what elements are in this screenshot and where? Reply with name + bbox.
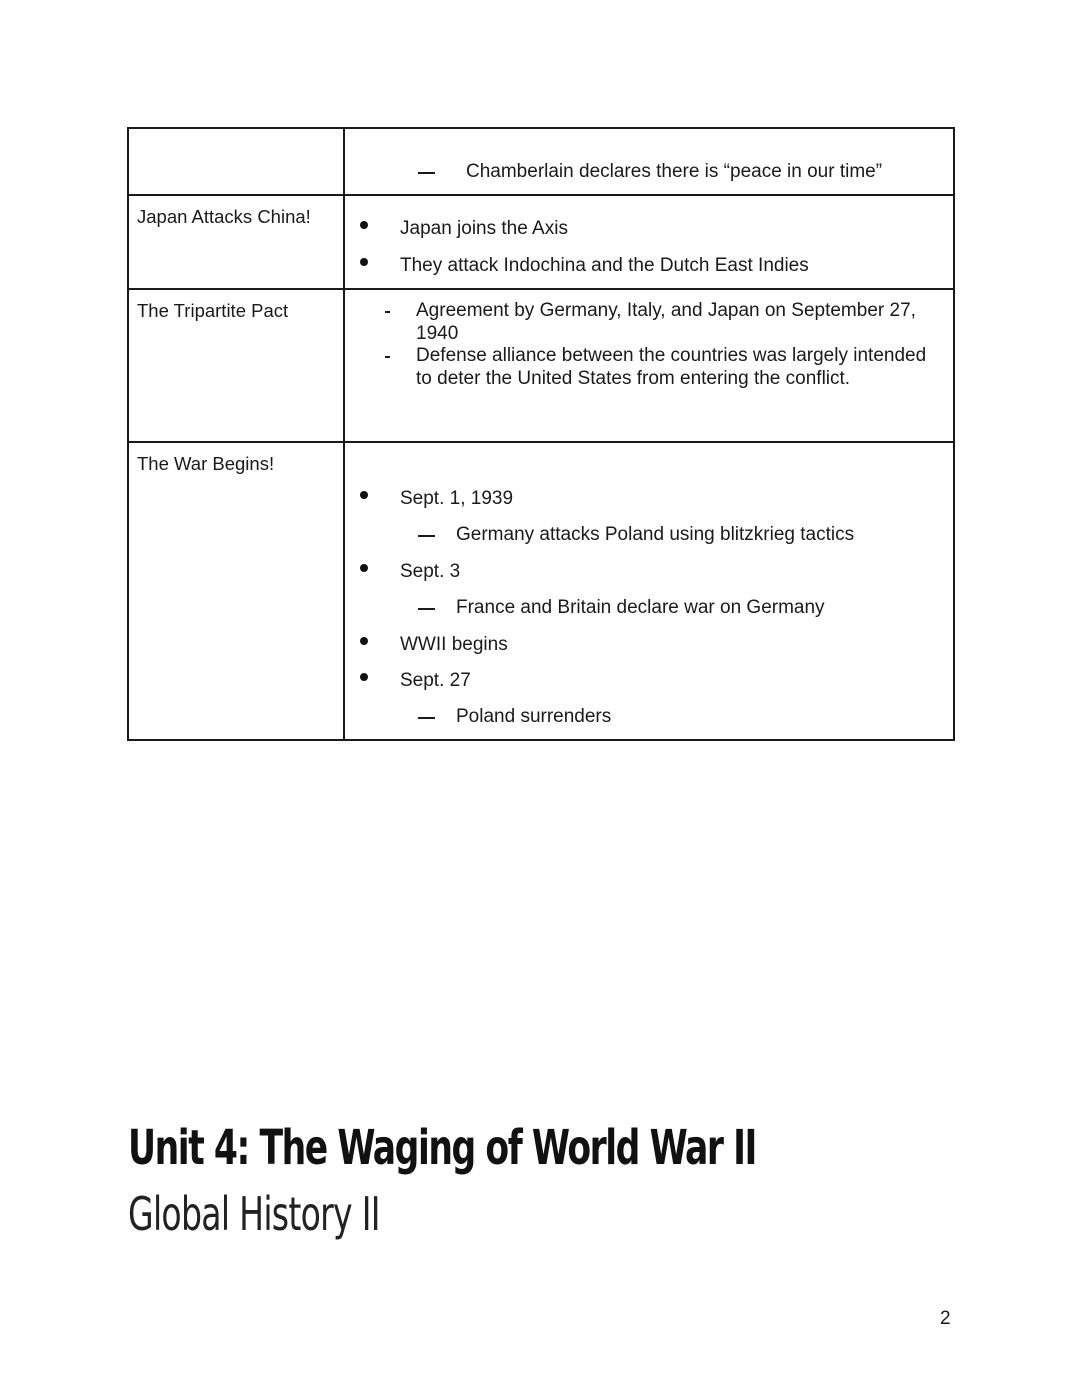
- dash-marker: [418, 172, 435, 174]
- dash-marker: [418, 717, 435, 719]
- list-item: [345, 597, 953, 619]
- list-item: [345, 488, 953, 510]
- notes-table: [127, 127, 955, 741]
- entry-label: Sept. 3: [400, 561, 461, 582]
- row-topic: The Tripartite Pact: [137, 300, 289, 321]
- row-topic: [129, 129, 343, 149]
- item-text: Agreement by Germany, Italy, and Japan on September 27, 1940: [416, 300, 916, 344]
- page-subtitle: Global History II: [128, 1187, 380, 1241]
- page-title: Unit 4: The Waging of World War II: [128, 1120, 756, 1176]
- topic-cell: [128, 442, 344, 740]
- entry-detail: Germany attacks Poland using blitzkrieg tactics: [456, 524, 855, 545]
- page-number: 2: [940, 1308, 951, 1329]
- notes-cell: [344, 195, 954, 289]
- entry-detail: France and Britain declare war on Germany: [456, 597, 825, 618]
- hyphen-marker: [385, 311, 390, 313]
- entry-label: WWII begins: [400, 634, 508, 655]
- list-item: [345, 300, 953, 345]
- notes-cell: [344, 442, 954, 740]
- bullet-text: Japan joins the Axis: [400, 218, 568, 239]
- notes-cell: [344, 289, 954, 442]
- list-item: [345, 524, 953, 546]
- list-item: [345, 561, 953, 583]
- bullet-icon: [360, 673, 368, 681]
- dash-marker: [418, 608, 435, 610]
- list-item: [345, 345, 953, 390]
- bullet-icon: [360, 637, 368, 645]
- hyphen-marker: [385, 356, 390, 358]
- topic-cell: [128, 128, 344, 195]
- bullet-text: They attack Indochina and the Dutch East Indies: [400, 255, 809, 276]
- entry-label: Sept. 27: [400, 670, 471, 691]
- table-row: [128, 128, 954, 195]
- entry-detail: Poland surrenders: [456, 706, 612, 727]
- table-row: [128, 289, 954, 442]
- list-item: [345, 634, 953, 656]
- bullet-icon: [360, 564, 368, 572]
- table-row: [128, 195, 954, 289]
- list-item: [345, 255, 953, 277]
- row-topic: The War Begins!: [137, 453, 275, 474]
- list-item: [345, 218, 953, 240]
- notes-cell: [344, 128, 954, 195]
- topic-cell: [128, 195, 344, 289]
- bullet-icon: [360, 258, 368, 266]
- item-text: Defense alliance between the countries was largely intended to deter the United States from entering the conflict.: [416, 345, 927, 389]
- topic-cell: [128, 289, 344, 442]
- list-item: [345, 670, 953, 692]
- list-item: [345, 706, 953, 728]
- dash-marker: [418, 535, 435, 537]
- row-topic: Japan Attacks China!: [137, 206, 311, 227]
- bullet-icon: [360, 221, 368, 229]
- entry-label: Sept. 1, 1939: [400, 488, 514, 509]
- title-block: [128, 1118, 1000, 1244]
- table-row: [128, 442, 954, 740]
- note-text: Chamberlain declares there is “peace in our time”: [466, 161, 883, 182]
- bullet-icon: [360, 491, 368, 499]
